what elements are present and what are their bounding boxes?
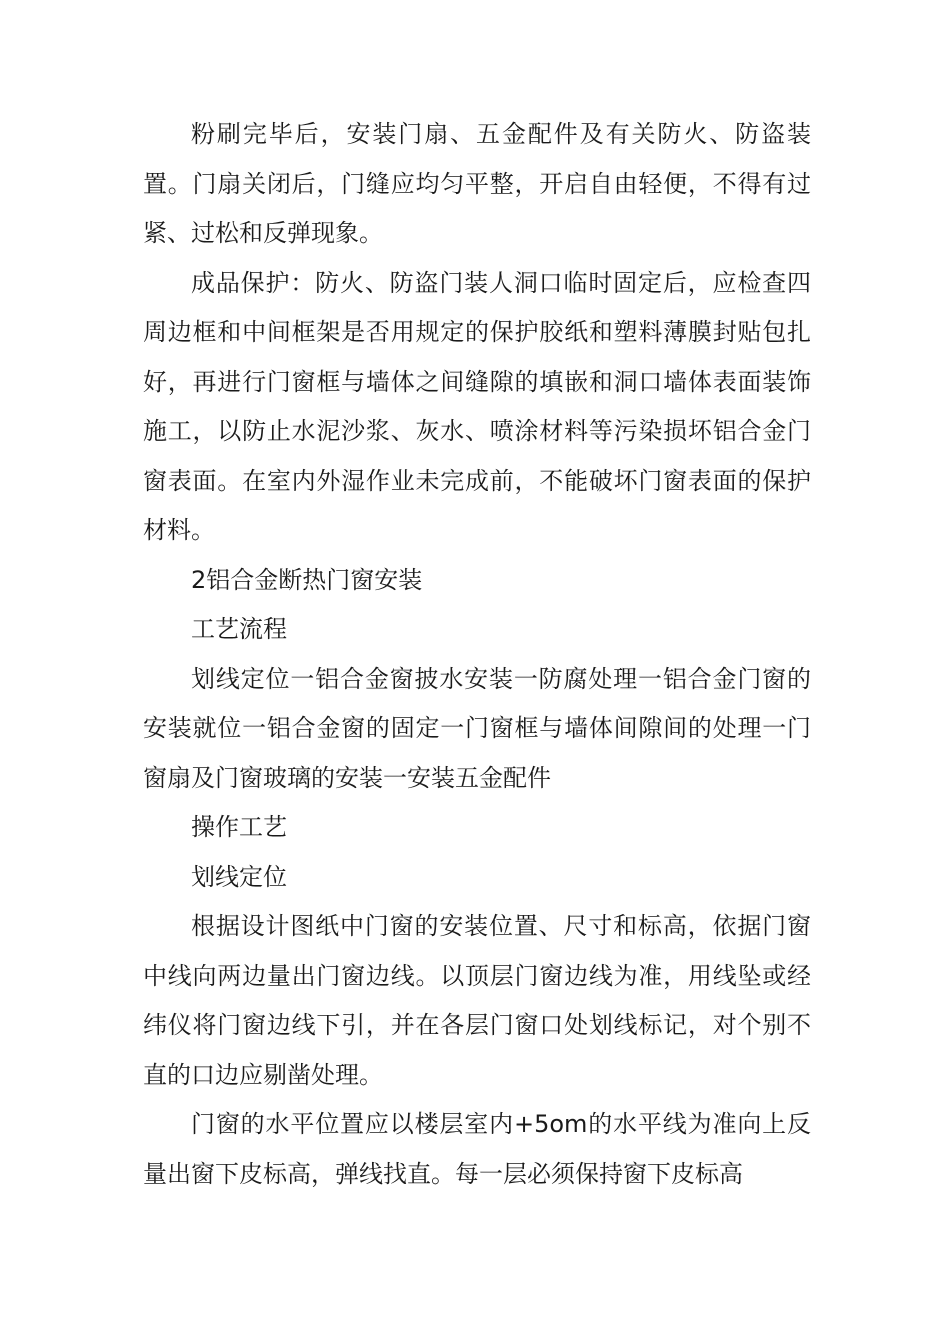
process-flow-heading: 工艺流程: [191, 615, 287, 643]
document-page: [143, 110, 811, 1199]
paragraph-horizontal-position: [143, 1100, 811, 1199]
paragraph-process-flow: 划线定位一铝合金窗披水安装一防腐处理一铝合金门窗的安装就位一铝合金窗的固定一门窗框与墙体间隙间的处理一门窗扇及门窗玻璃的安装一安装五金配件: [143, 664, 811, 792]
paragraph-layout-detail: 根据设计图纸中门窗的安装位置、尺寸和标高，依据门窗中线向两边量出门窗边线。以顶层门窗边线为准，用线坠或经纬仪将门窗边线下引，并在各层门窗口处划线标记，对个别不直的口边应剔凿处理。: [143, 912, 811, 1089]
operation-heading: 操作工艺: [191, 813, 287, 841]
section-title: [143, 556, 811, 606]
horizontal-position-text-before: 门窗的水平位置应以楼层室内: [191, 1110, 514, 1138]
horizontal-position-text-after: 的水平线为准向上反量出窗下皮标高，弹线找直。每一层必须保持窗下皮标高: [143, 1110, 812, 1188]
paragraph-product-protection: 成品保护：防火、防盗门装人洞口临时固定后，应检查四周边框和中间框架是否用规定的保护胶纸和塑料薄膜封贴包扎好，再进行门窗框与墙体之间缝隙的填嵌和洞口墙体表面装饰施工，以防止水泥沙浆、灰水、喷涂材料等污染损坏铝合金门窗表面。在室内外湿作业未完成前，不能破坏门窗表面的保护材料。: [143, 268, 811, 544]
paragraph-install-hardware: 粉刷完毕后，安装门扇、五金配件及有关防火、防盗装置。门扇关闭后，门缝应均匀平整，开启自由轻便，不得有过紧、过松和反弹现象。: [143, 120, 811, 247]
section-number: 2: [191, 565, 207, 594]
layout-heading: 划线定位: [191, 862, 287, 891]
section-title-text: 铝合金断热门窗安装: [206, 565, 423, 594]
elevation-value: +5om: [513, 1110, 588, 1138]
